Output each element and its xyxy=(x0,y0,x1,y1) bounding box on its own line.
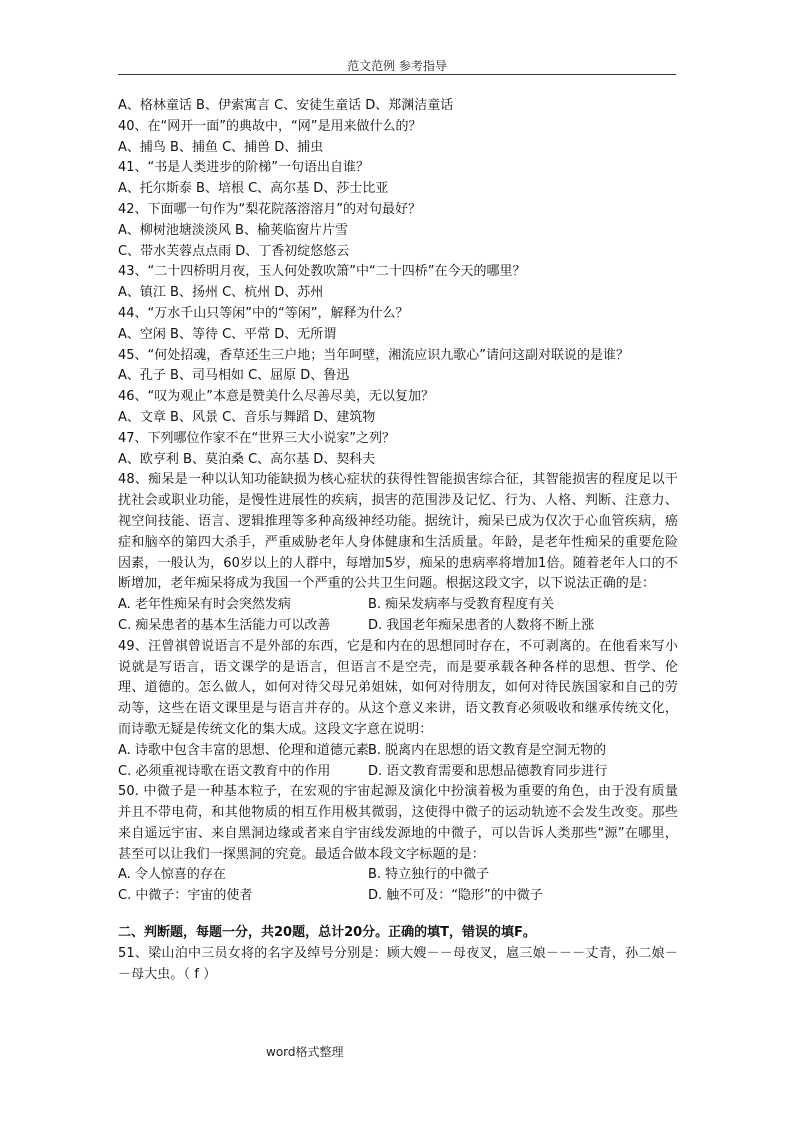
q42-options-cd: C、带水芙蓉点点雨 D、丁香初绽悠悠云 xyxy=(118,243,350,259)
q41-options: A、托尔斯泰 B、培根 C、高尔基 D、莎士比亚 xyxy=(118,181,389,197)
q48-question: 48、痴呆是一种以认知功能缺损为核心症状的获得性智能损害综合征，其智能损害的程度足以干扰社会或职业功能，是慢性进展性的疾病，损害的范围涉及记忆、行为、人格、判断、注意力、视空间技能、语言、逻辑推理等多种高级神经功能。据统计，痴呆已成为仅次于心血管疾病，癌症和脑卒的第四大杀手，严重威胁老年人身体健康和生活质量。年龄，是老年性痴呆的重要危险因素，一般认为，60岁以上的人群中，每增加5岁，痴呆的患病率将增加1倍。随着老年人口的不断增加，老年痴呆将成为我国一个严重的公共卫生问题。根据这段文字，以下说法正确的是： xyxy=(118,472,678,592)
page-header: 范文范例 参考指导 xyxy=(347,59,447,73)
q50-option-a: A. 令人惊喜的存在 xyxy=(118,867,226,883)
q48-option-b: B. 痴呆发病率与受教育程度有关 xyxy=(368,597,555,613)
q51-question: 51、梁山泊中三员女将的名字及绰号分别是：顾大嫂－－母夜叉，扈三娘－－－丈青，孙二娘－－母大虫。（ f ） xyxy=(118,945,678,982)
q46-options: A、文章 B、风景 C、音乐与舞蹈 D、建筑物 xyxy=(118,409,376,425)
section-2-heading: 二、判断题，每题一分，共20题，总计20分。正确的填T，错误的填F。 xyxy=(118,925,536,941)
q45-options: A、孔子 B、司马相如 C、屈原 D、鲁迅 xyxy=(118,368,350,384)
q46-question: 46、“叹为观止”本意是赞美什么尽善尽美，无以复加？ xyxy=(118,389,435,405)
header-divider xyxy=(118,74,676,75)
q43-options: A、镇江 B、扬州 C、杭州 D、苏州 xyxy=(118,285,324,301)
q43-question: 43、“二十四桥明月夜，玉人何处教吹箫”中“二十四桥”在今天的哪里？ xyxy=(118,264,526,280)
q49-question: 49、汪曾祺曾说语言不是外部的东西，它是和内在的思想同时存在，不可剥离的。在他看来写小说就是写语言，语文课学的是语言，但语言不是空壳，而是要承载各种各样的思想、哲学、伦理、道德的。怎么做人，如何对待父母兄弟姐妹，如何对待朋友，如何对待民族国家和自己的劳动等，这些在语文课里是与语言并存的。从这个意义来讲，语文教育必须吸收和继承传统文化，而诗歌无疑是传统文化的集大成。这段文字意在说明： xyxy=(118,638,678,737)
q42-options-ab: A、柳树池塘淡淡风 B、榆荚临窗片片雪 xyxy=(118,222,348,238)
q39-options: A、格林童话 B、伊索寓言 C、安徒生童话 D、郑渊洁童话 xyxy=(118,98,454,113)
q45-question: 45、“何处招魂，香草还生三户地；当年呵壁，湘流应识九歌心”请问这副对联说的是谁？ xyxy=(118,347,630,363)
q47-options: A、欧亨利 B、莫泊桑 C、高尔基 D、契科夫 xyxy=(118,451,376,467)
q50-question: 50. 中微子是一种基本粒子，在宏观的宇宙起源及演化中扮演着极为重要的角色，由于没有质量并且不带电荷，和其他物质的相互作用极其微弱，这使得中微子的运动轨迹不会发生改变。那些来自遥远宇宙、来自黑洞边缘或者来自宇宙线发源地的中微子，可以告诉人类那些“源”在哪里，甚至可以让我们一探黑洞的究竟。最适合做本段文字标题的是： xyxy=(118,784,678,862)
q44-options: A、空闲 B、等待 C、平常 D、无所谓 xyxy=(118,326,337,342)
q49-option-a: A. 诗歌中包含丰富的思想、伦理和道德元素 xyxy=(118,742,369,758)
q49-options-cd xyxy=(118,762,678,783)
q40-question: 40、在“网开一面”的典故中，“网”是用来做什么的？ xyxy=(118,118,422,134)
q48-option-d: D. 我国老年痴呆患者的人数将不断上涨 xyxy=(368,617,595,633)
q48-options-ab xyxy=(118,595,678,616)
q40-options: A、捕鸟 B、捕鱼 C、捕兽 D、捕虫 xyxy=(118,139,324,155)
q50-options-ab xyxy=(118,865,678,886)
document-body xyxy=(118,96,678,985)
q49-option-b: B. 脱离内在思想的语文教育是空洞无物的 xyxy=(368,742,607,758)
q49-option-d: D. 语文教育需要和思想品德教育同步进行 xyxy=(368,763,608,779)
q47-question: 47、下列哪位作家不在“世界三大小说家”之列？ xyxy=(118,430,396,446)
q48-options-cd xyxy=(118,616,678,637)
q41-question: 41、“书是人类进步的阶梯”一句语出自谁？ xyxy=(118,160,370,176)
q50-option-b: B. 特立独行的中微子 xyxy=(368,867,490,883)
q42-question: 42、下面哪一句作为“梨花院落溶溶月”的对句最好？ xyxy=(118,201,422,217)
q49-options-ab xyxy=(118,741,678,762)
q48-option-c: C. 痴呆患者的基本生活能力可以改善 xyxy=(118,617,331,633)
q50-option-d: D. 触不可及：“隐形”的中微子 xyxy=(368,888,543,904)
q44-question: 44、“万水千山只等闲”中的“等闲”，解释为什么？ xyxy=(118,305,409,321)
q48-option-a: A. 老年性痴呆有时会突然发病 xyxy=(118,597,291,613)
q49-option-c: C. 必须重视诗歌在语文教育中的作用 xyxy=(118,763,331,779)
page-footer: word格式整理 xyxy=(266,1045,344,1059)
q50-options-cd xyxy=(118,886,678,907)
q50-option-c: C. 中微子：宇宙的使者 xyxy=(118,888,253,904)
